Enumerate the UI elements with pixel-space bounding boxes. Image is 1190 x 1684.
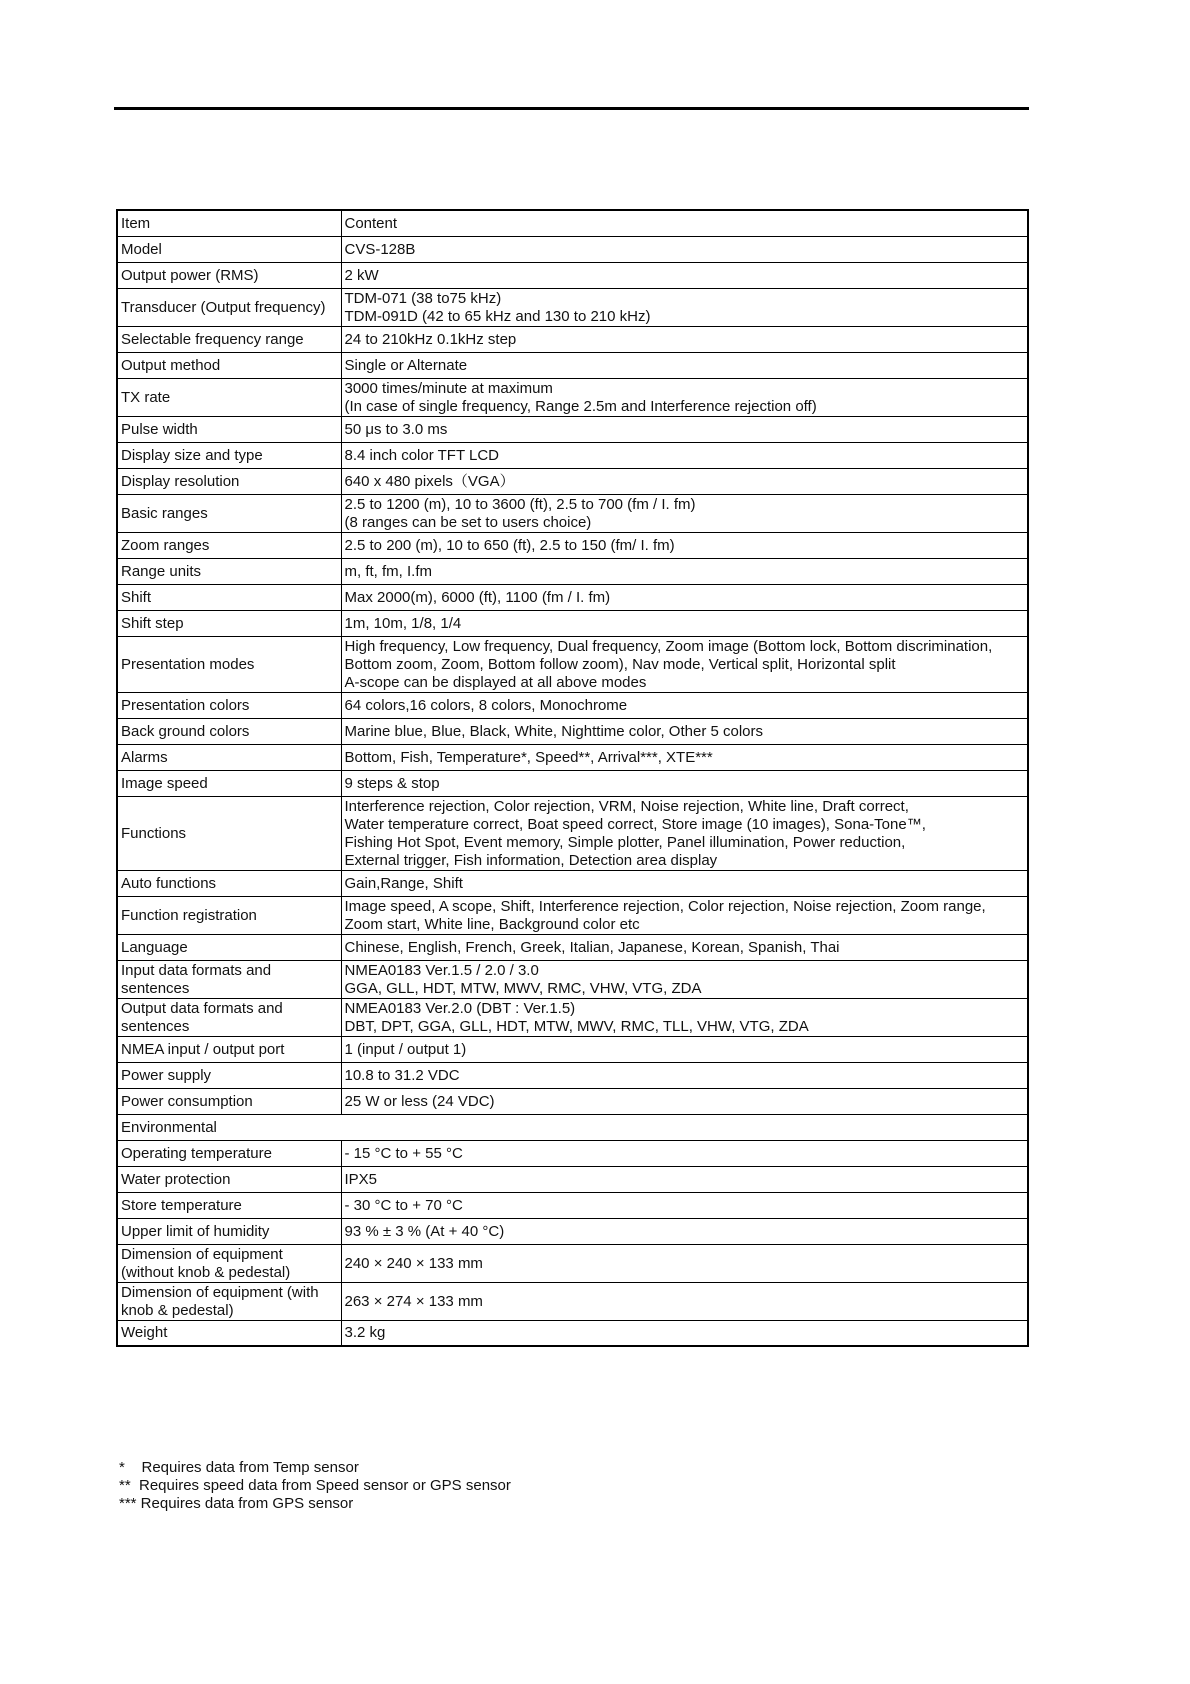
table-row (117, 796, 1028, 870)
spec-item-value (341, 584, 1028, 610)
spec-value-line: Interference rejection, Color rejection, VRM, Noise rejection, White line, Draft correct, (344, 797, 909, 815)
spec-value-line: 640 x 480 pixels（VGA） (344, 472, 515, 490)
spec-value-line: 25 W or less (24 VDC) (344, 1092, 495, 1110)
spec-item-value (341, 1282, 1028, 1320)
spec-item-value (341, 1192, 1028, 1218)
spec-value-line: Gain,Range, Shift (344, 874, 463, 892)
spec-item-value (341, 692, 1028, 718)
spec-value-line: 2 kW (344, 266, 379, 284)
spec-value-line: Zoom start, White line, Background color etc (344, 915, 640, 933)
spec-item-label: Display resolution (117, 468, 341, 494)
table-row (117, 998, 1028, 1036)
spec-value-line: 2.5 to 200 (m), 10 to 650 (ft), 2.5 to 150 (fm/ I. fm) (344, 536, 675, 554)
spec-value-line: 3000 times/minute at maximum (344, 379, 553, 397)
table-row (117, 870, 1028, 896)
table-row (117, 236, 1028, 262)
spec-value-line: Fishing Hot Spot, Event memory, Simple plotter, Panel illumination, Power reduction, (344, 833, 906, 851)
footnote: * Requires data from Temp sensor (119, 1459, 359, 1476)
spec-item-value (341, 1166, 1028, 1192)
spec-item-label: Alarms (117, 744, 341, 770)
spec-item-value (341, 1218, 1028, 1244)
spec-value-line: 10.8 to 31.2 VDC (344, 1066, 460, 1084)
spec-value-line: 240 × 240 × 133 mm (344, 1254, 483, 1272)
spec-item-label: Zoom ranges (117, 532, 341, 558)
spec-value-line: 50 μs to 3.0 ms (344, 420, 448, 438)
table-row (117, 532, 1028, 558)
spec-table-body (117, 210, 1028, 1346)
spec-item-label: Store temperature (117, 1192, 341, 1218)
header-item: Item (117, 210, 341, 236)
spec-item-label: Back ground colors (117, 718, 341, 744)
spec-value-line: - 30 °C to + 70 °C (344, 1196, 463, 1214)
spec-item-label: Output power (RMS) (117, 262, 341, 288)
table-row (117, 468, 1028, 494)
spec-item-label: Model (117, 236, 341, 262)
spec-item-label: Pulse width (117, 416, 341, 442)
spec-item-value (341, 998, 1028, 1036)
spec-item-value (341, 870, 1028, 896)
spec-item-label: Water protection (117, 1166, 341, 1192)
spec-item-label: Shift step (117, 610, 341, 636)
table-row (117, 960, 1028, 998)
spec-item-label: Operating temperature (117, 1140, 341, 1166)
spec-item-label: Power supply (117, 1062, 341, 1088)
spec-value-line: Single or Alternate (344, 356, 468, 374)
spec-item-label: NMEA input / output port (117, 1036, 341, 1062)
table-row (117, 1088, 1028, 1114)
table-row (117, 378, 1028, 416)
table-row (117, 770, 1028, 796)
table-row (117, 326, 1028, 352)
footnote: ** Requires speed data from Speed sensor or GPS sensor (119, 1477, 511, 1494)
table-row (117, 1062, 1028, 1088)
spec-item-label: Dimension of equipment (without knob & pedestal) (117, 1244, 341, 1282)
spec-item-label: Input data formats and sentences (117, 960, 341, 998)
spec-item-value (341, 744, 1028, 770)
spec-value-line: TDM-091D (42 to 65 kHz and 130 to 210 kHz) (344, 307, 651, 325)
table-row (117, 1166, 1028, 1192)
table-row (117, 1036, 1028, 1062)
spec-value-line: Bottom zoom, Zoom, Bottom follow zoom), Nav mode, Vertical split, Horizontal split (344, 655, 896, 673)
footnote: *** Requires data from GPS sensor (119, 1495, 354, 1512)
spec-item-label: Dimension of equipment (with knob & pedestal) (117, 1282, 341, 1320)
spec-item-label: Output method (117, 352, 341, 378)
spec-value-line: Water temperature correct, Boat speed correct, Store image (10 images), Sona-Tone™, (344, 815, 926, 833)
table-row (117, 558, 1028, 584)
spec-value-line: 24 to 210kHz 0.1kHz step (344, 330, 517, 348)
spec-value-line: - 15 °C to + 55 °C (344, 1144, 463, 1162)
spec-item-value (341, 1062, 1028, 1088)
spec-value-line: Chinese, English, French, Greek, Italian, Japanese, Korean, Spanish, Thai (344, 938, 840, 956)
table-row (117, 636, 1028, 692)
spec-item-label: Functions (117, 796, 341, 870)
spec-item-value (341, 558, 1028, 584)
spec-value-line: Max 2000(m), 6000 (ft), 1100 (fm / I. fm) (344, 588, 611, 606)
spec-item-label: TX rate (117, 378, 341, 416)
header-content: Content (341, 210, 1028, 236)
table-row (117, 442, 1028, 468)
spec-value-line: 1m, 10m, 1/8, 1/4 (344, 614, 462, 632)
spec-item-value (341, 934, 1028, 960)
spec-item-value (341, 896, 1028, 934)
spec-item-value (341, 236, 1028, 262)
spec-value-line: 2.5 to 1200 (m), 10 to 3600 (ft), 2.5 to 700 (fm / I. fm) (344, 495, 696, 513)
table-row (117, 352, 1028, 378)
spec-item-value (341, 416, 1028, 442)
table-row (117, 1320, 1028, 1346)
table-row (117, 584, 1028, 610)
spec-item-value (341, 378, 1028, 416)
spec-item-value (341, 1036, 1028, 1062)
spec-value-line: DBT, DPT, GGA, GLL, HDT, MTW, MWV, RMC, TLL, VHW, VTG, ZDA (344, 1017, 809, 1035)
spec-item-label: Presentation modes (117, 636, 341, 692)
spec-item-value (341, 262, 1028, 288)
table-row (117, 1218, 1028, 1244)
spec-item-label: Output data formats and sentences (117, 998, 341, 1036)
spec-item-value (341, 718, 1028, 744)
spec-value-line: 3.2 kg (344, 1324, 386, 1342)
spec-item-value (341, 960, 1028, 998)
spec-item-label: Shift (117, 584, 341, 610)
spec-value-line: External trigger, Fish information, Detection area display (344, 851, 718, 869)
spec-value-line: NMEA0183 Ver.1.5 / 2.0 / 3.0 (344, 961, 539, 979)
spec-item-label: Display size and type (117, 442, 341, 468)
spec-item-value (341, 1140, 1028, 1166)
spec-item-label: Presentation colors (117, 692, 341, 718)
spec-item-label: Auto functions (117, 870, 341, 896)
spec-value-line: 1 (input / output 1) (344, 1040, 467, 1058)
spec-value-line: IPX5 (344, 1170, 378, 1188)
spec-item-value (341, 796, 1028, 870)
table-row (117, 262, 1028, 288)
top-rule (114, 107, 1029, 110)
spec-value-line: Marine blue, Blue, Black, White, Nighttime color, Other 5 colors (344, 722, 764, 740)
spec-value-line: CVS-128B (344, 240, 416, 258)
spec-value-line: Bottom, Fish, Temperature*, Speed**, Arrival***, XTE*** (344, 748, 713, 766)
spec-item-value (341, 1320, 1028, 1346)
spec-item-label: Language (117, 934, 341, 960)
spec-item-value (341, 532, 1028, 558)
table-row (117, 692, 1028, 718)
spec-item-value (341, 468, 1028, 494)
table-row (117, 1192, 1028, 1218)
spec-value-line: (8 ranges can be set to users choice) (344, 513, 592, 531)
spec-item-value (341, 636, 1028, 692)
table-row (117, 416, 1028, 442)
table-header-row (117, 210, 1028, 236)
spec-item-value (341, 610, 1028, 636)
spec-value-line: GGA, GLL, HDT, MTW, MWV, RMC, VHW, VTG, ZDA (344, 979, 702, 997)
spec-value-line: 263 × 274 × 133 mm (344, 1292, 483, 1310)
spec-item-value (341, 1088, 1028, 1114)
spec-value-line: 93 % ± 3 % (At + 40 °C) (344, 1222, 505, 1240)
table-row (117, 896, 1028, 934)
table-row (117, 744, 1028, 770)
spec-item-label: Transducer (Output frequency) (117, 288, 341, 326)
spec-item-label: Upper limit of humidity (117, 1218, 341, 1244)
spec-table (116, 209, 1029, 1347)
spec-value-line: A-scope can be displayed at all above modes (344, 673, 647, 691)
spec-item-label: Image speed (117, 770, 341, 796)
spec-item-value (341, 326, 1028, 352)
spec-item-value (341, 442, 1028, 468)
spec-value-line: 64 colors,16 colors, 8 colors, Monochrome (344, 696, 628, 714)
spec-value-line: TDM-071 (38 to75 kHz) (344, 289, 502, 307)
spec-item-label: Power consumption (117, 1088, 341, 1114)
spec-item-value (341, 770, 1028, 796)
spec-value-line: m, ft, fm, I.fm (344, 562, 432, 580)
table-row (117, 1282, 1028, 1320)
spec-item-value (341, 352, 1028, 378)
spec-item-label: Selectable frequency range (117, 326, 341, 352)
spec-value-line: 9 steps & stop (344, 774, 440, 792)
spec-value-line: Image speed, A scope, Shift, Interference rejection, Color rejection, Noise rejection, Zoom range, (344, 897, 986, 915)
spec-item-label: Environmental (117, 1114, 1028, 1140)
table-row (117, 1244, 1028, 1282)
spec-item-value (341, 288, 1028, 326)
table-row (117, 288, 1028, 326)
spec-item-label: Function registration (117, 896, 341, 934)
table-row (117, 494, 1028, 532)
spec-item-value (341, 1244, 1028, 1282)
spec-item-label: Range units (117, 558, 341, 584)
spec-item-label: Weight (117, 1320, 341, 1346)
table-row (117, 1140, 1028, 1166)
spec-value-line: NMEA0183 Ver.2.0 (DBT : Ver.1.5) (344, 999, 576, 1017)
spec-value-line: (In case of single frequency, Range 2.5m and Interference rejection off) (344, 397, 817, 415)
table-row (117, 934, 1028, 960)
table-row (117, 718, 1028, 744)
table-row (117, 1114, 1028, 1140)
spec-value-line: 8.4 inch color TFT LCD (344, 446, 500, 464)
footnotes (119, 1459, 511, 1513)
spec-item-value (341, 494, 1028, 532)
spec-value-line: High frequency, Low frequency, Dual frequency, Zoom image (Bottom lock, Bottom discrimination, (344, 637, 993, 655)
spec-item-label: Basic ranges (117, 494, 341, 532)
table-row (117, 610, 1028, 636)
